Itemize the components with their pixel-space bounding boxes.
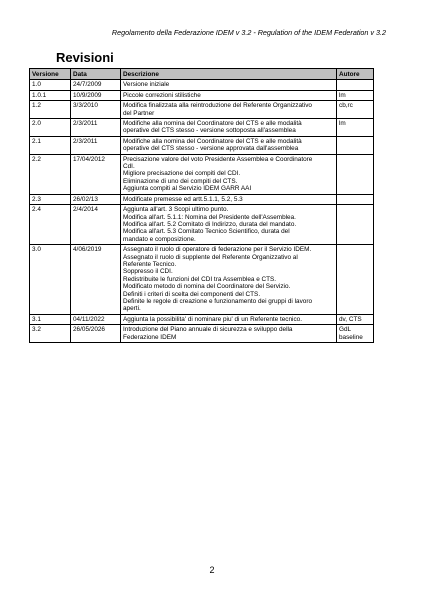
author-line: GdL (339, 326, 352, 334)
cell-author (337, 119, 374, 137)
cell-version: 2.1 (30, 136, 71, 154)
description-line: Modifiche alla nomina del Coordinatore del CTS e alle modalità (123, 137, 302, 145)
cell-version: 1.0 (30, 80, 71, 90)
cell-author (337, 136, 374, 154)
author-line: baseline (339, 333, 363, 341)
description-line: Migliore precisazione dei compiti del CDI. (123, 170, 241, 178)
cell-description (121, 194, 337, 204)
cell-date: 4/06/2019 (71, 245, 121, 315)
cell-description (121, 101, 337, 119)
table-row (30, 194, 374, 204)
cell-date: 17/04/2012 (71, 154, 121, 194)
cell-description (121, 154, 337, 194)
cell-author (337, 325, 374, 343)
cell-author (337, 90, 374, 100)
description-line: Versione iniziale (123, 81, 170, 89)
cell-date: 10/9/2009 (71, 90, 121, 100)
table-row (30, 119, 374, 137)
cell-date: 04/11/2022 (71, 314, 121, 324)
cell-version: 1.2 (30, 101, 71, 119)
table-row (30, 154, 374, 194)
cell-author (337, 80, 374, 90)
description-line: Federazione IDEM (123, 333, 177, 341)
revisions-table (29, 68, 374, 343)
cell-version: 3.1 (30, 314, 71, 324)
cell-description (121, 80, 337, 90)
author-line (339, 81, 371, 88)
description-line: Modificato metodo di nomina del Coordinatore del Servizio. (123, 283, 291, 291)
description-line: operative del CTS stesso - versione approvata dall'assemblea (123, 145, 299, 153)
author-line (339, 196, 371, 203)
description-line: Referente Tecnico. (123, 260, 177, 268)
column-header-version: Versione (30, 69, 71, 80)
author-line (339, 206, 371, 213)
description-line: Precisazione valore del voto Presidente Assemblea e Coordinatore (123, 155, 313, 163)
cell-description (121, 205, 337, 245)
author-line: lm (339, 120, 346, 128)
description-line: CdI. (123, 163, 135, 171)
cell-version: 2.0 (30, 119, 71, 137)
cell-date: 3/3/2010 (71, 101, 121, 119)
cell-author (337, 101, 374, 119)
description-line: Modifica all'art. 5.3 Comitato Tecnico Scientifico, durata del (123, 228, 290, 236)
description-line: Definiti i criteri di scelta dei componenti del CTS. (123, 290, 261, 298)
cell-description (121, 136, 337, 154)
description-line: Assegnato il ruolo di supplente del Referente Organizzativo al (123, 253, 298, 261)
description-line: Soppresso il CDI. (123, 268, 173, 276)
cell-date: 26/02/13 (71, 194, 121, 204)
description-line: Modifica finalizzata alla reintroduzione del Referente Organizzativo (123, 102, 312, 110)
cell-date: 2/4/2014 (71, 205, 121, 245)
description-line: Modifica all'art. 5.2 Comitato di Indirizzo, durata del mandato. (123, 220, 297, 228)
column-header-date: Data (71, 69, 121, 80)
cell-author (337, 205, 374, 245)
cell-version: 2.2 (30, 154, 71, 194)
cell-date: 2/3/2011 (71, 136, 121, 154)
cell-version: 3.0 (30, 245, 71, 315)
description-line: Modifiche alla nomina del Coordinatore del CTS e alle modalità (123, 120, 302, 128)
description-line: mandato e composizione. (123, 235, 196, 243)
table-row (30, 245, 374, 315)
description-line: Aggiunta la possibilita' di nominare piu' di un Referente tecnico. (123, 315, 303, 323)
cell-version: 3.2 (30, 325, 71, 343)
cell-description (121, 314, 337, 324)
section-title: Revisioni (56, 50, 114, 65)
description-line: aperti. (123, 305, 141, 313)
cell-author (337, 314, 374, 324)
running-header: Regolamento della Federazione IDEM v 3.2 - Regulation of the IDEM Federation v 3.2 (111, 28, 386, 37)
table-row (30, 325, 374, 343)
table-header-row (30, 69, 374, 80)
table-row (30, 101, 374, 119)
cell-version: 1.0.1 (30, 90, 71, 100)
description-line: Definite le regole di creazione e funzionamento dei gruppi di lavoro (123, 297, 312, 305)
description-line: Aggiunta compiti al Servizio IDEM GARR AAI (123, 185, 252, 193)
description-line: Introduzione del Piano annuale di sicurezza e sviluppo della (123, 326, 293, 334)
description-line: Eliminazione di uno dei compiti del CTS. (123, 177, 238, 185)
description-line: Modifica all'art. 5.1.1: Nomina del Presidente dell'Assemblea. (123, 213, 296, 221)
column-header-description: Descrizione (121, 69, 337, 80)
table-row (30, 80, 374, 90)
table-row (30, 90, 374, 100)
cell-version: 2.3 (30, 194, 71, 204)
author-line: lm (339, 91, 346, 99)
author-line: cb,rc (339, 102, 353, 110)
description-line: del Partner (123, 109, 155, 117)
column-header-author: Autore (337, 69, 374, 80)
cell-date: 2/3/2011 (71, 119, 121, 137)
cell-description (121, 119, 337, 137)
cell-description (121, 90, 337, 100)
description-line: Modificate premesse ed artt.5.1.1, 5.2, 5.3 (123, 195, 243, 203)
cell-author (337, 154, 374, 194)
description-line: Piccole correzioni stilistiche (123, 91, 201, 99)
table-row (30, 314, 374, 324)
cell-author (337, 194, 374, 204)
cell-description (121, 325, 337, 343)
description-line: Assegnato il ruolo di operatore di federazione per il Servizio IDEM. (123, 246, 312, 254)
cell-date: 24/7/2009 (71, 80, 121, 90)
description-line: Aggiunta all'art. 3 Scopi ultimo punto. (123, 206, 229, 214)
table-row (30, 205, 374, 245)
author-line (339, 138, 371, 145)
cell-date: 26/05/2026 (71, 325, 121, 343)
cell-author (337, 245, 374, 315)
description-line: Redistribuite le funzioni del CDI tra Assemblea e CTS. (123, 275, 277, 283)
author-line: dv, CTS (339, 315, 362, 323)
table-row (30, 136, 374, 154)
author-line (339, 246, 371, 253)
author-line (339, 156, 371, 163)
cell-version: 2.4 (30, 205, 71, 245)
page-number: 2 (209, 565, 215, 575)
description-line: operative del CTS stesso - versione sottoposta all'assemblea (123, 127, 296, 135)
cell-description (121, 245, 337, 315)
